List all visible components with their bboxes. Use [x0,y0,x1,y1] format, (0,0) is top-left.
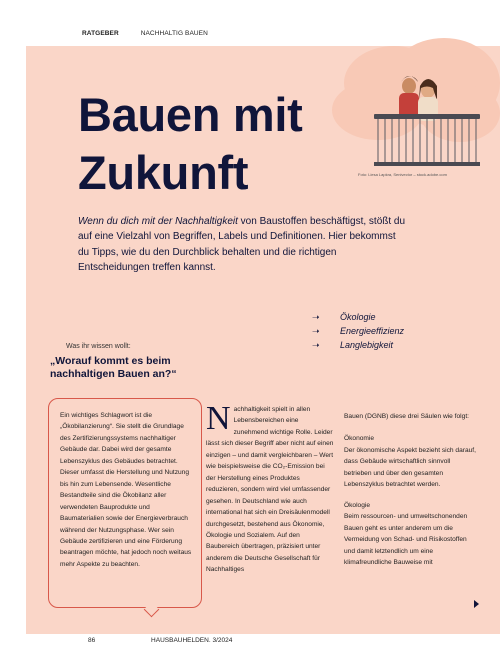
page-footer [88,637,232,644]
title-line-1: Bauen mit [78,88,303,141]
running-header [82,30,208,37]
arrow-right-icon: ➝ [312,340,320,350]
column-2-intro: Bauen (DGNB) diese drei Säulen wie folgt: [344,413,469,420]
subheading-oekonomie: Ökonomie [344,435,375,443]
keyword-list [312,310,404,352]
drop-cap: N [206,400,231,437]
column-1-text: achhaltigkeit spielt in allen Lebensbereichen eine zunehmend wichtige Rolle. Leider lässt sich dieser Begriff aber nicht auf einen einzigen – und damit vergleichbaren – Wert wie beispielsweise die CO₂-Emission bei der Herstellung eines Produktes reduzieren, sondern wird viel umfassender gesehen. In Deutschland wie auch international hat sich ein Dreisäulenmodell durchgesetzt, bestehend aus Ökonomie, Ökologie und Sozialem. Auf den Baubereich übertragen, präzisiert unter anderem die Deutsche Gesellschaft für Nachhaltiges [206,406,334,574]
continue-arrow-icon [474,600,479,608]
topic-label: NACHHALTIG BAUEN [140,30,208,37]
magazine-issue: HAUSBAUHELDEN. 3/2024 [151,637,233,644]
page-number: 86 [88,637,96,644]
intro-paragraph [78,214,408,276]
oekonomie-text: Der ökonomische Aspekt bezieht sich darauf, dass Gebäude wirtschaftlich sinnvoll betrieben und über den gesamten Lebenszyklus betrachtet werden. [344,446,476,489]
article-title [78,86,378,202]
oekologie-text: Beim ressourcen- und umweltschonenden Bauen geht es unter anderem um die Vermeidung von Schad- und Risikostoffen und damit letztendlich um eine klimafreundliche Bauweise mit [344,513,468,566]
arrow-right-icon: ➝ [312,326,320,336]
arrow-right-icon: ➝ [312,312,320,322]
subheading-oekologie: Ökologie [344,501,371,509]
article-column-1 [206,400,334,576]
bubble-text: Ein wichtiges Schlagwort ist die „Ökobilanzierung“. Sie stellt die Grundlage des Zertifizierungssystems nachhaltiger Gebäude dar. Dabei wird der gesamte Lebenszyklus des Gebäudes betrachtet. Dieser umfasst die Herstellung und Nutzung bis hin zum Lebensende. Wesentliche Bestandteile sind die Ökobilanz aller verwendeten Bauprodukte und Baumaterialien sowie der Energieverbrauch während der Nutzungsphase. Wer sein Gebäude zertifizieren und eine Förderung beantragen möchte, hat jedoch noch weitaus mehr Aspekte zu beachten. [60,412,192,568]
intro-emphasis: Wenn du dich mit der Nachhaltigkeit [78,216,238,227]
keyword-label: Langlebigkeit [340,340,394,350]
keyword-label: Energieeffizienz [340,326,405,336]
question-label: Was ihr wissen wollt: [66,343,131,350]
keyword-item [312,338,404,352]
keyword-label: Ökologie [340,312,376,322]
article-column-2 [344,411,476,568]
title-line-2: Zukunft [78,146,249,199]
photo-credit: Foto: Liesa Lapkra, Senivector – stock.adobe.com [358,172,447,177]
keyword-item [312,310,404,324]
keyword-item [312,324,404,338]
section-label: RATGEBER [82,30,119,37]
intro-rest: von Baustoffen beschäftigst, stößt du auf eine Vielzahl von Begriffen, Labels und Definitionen. Hier bekommst du Tipps, wie du den Durchblick behalten und die richtigen Entscheidungen treffen kannst. [78,216,406,274]
question-text: „Worauf kommt es beim nachhaltigen Bauen an?“ [50,355,177,380]
